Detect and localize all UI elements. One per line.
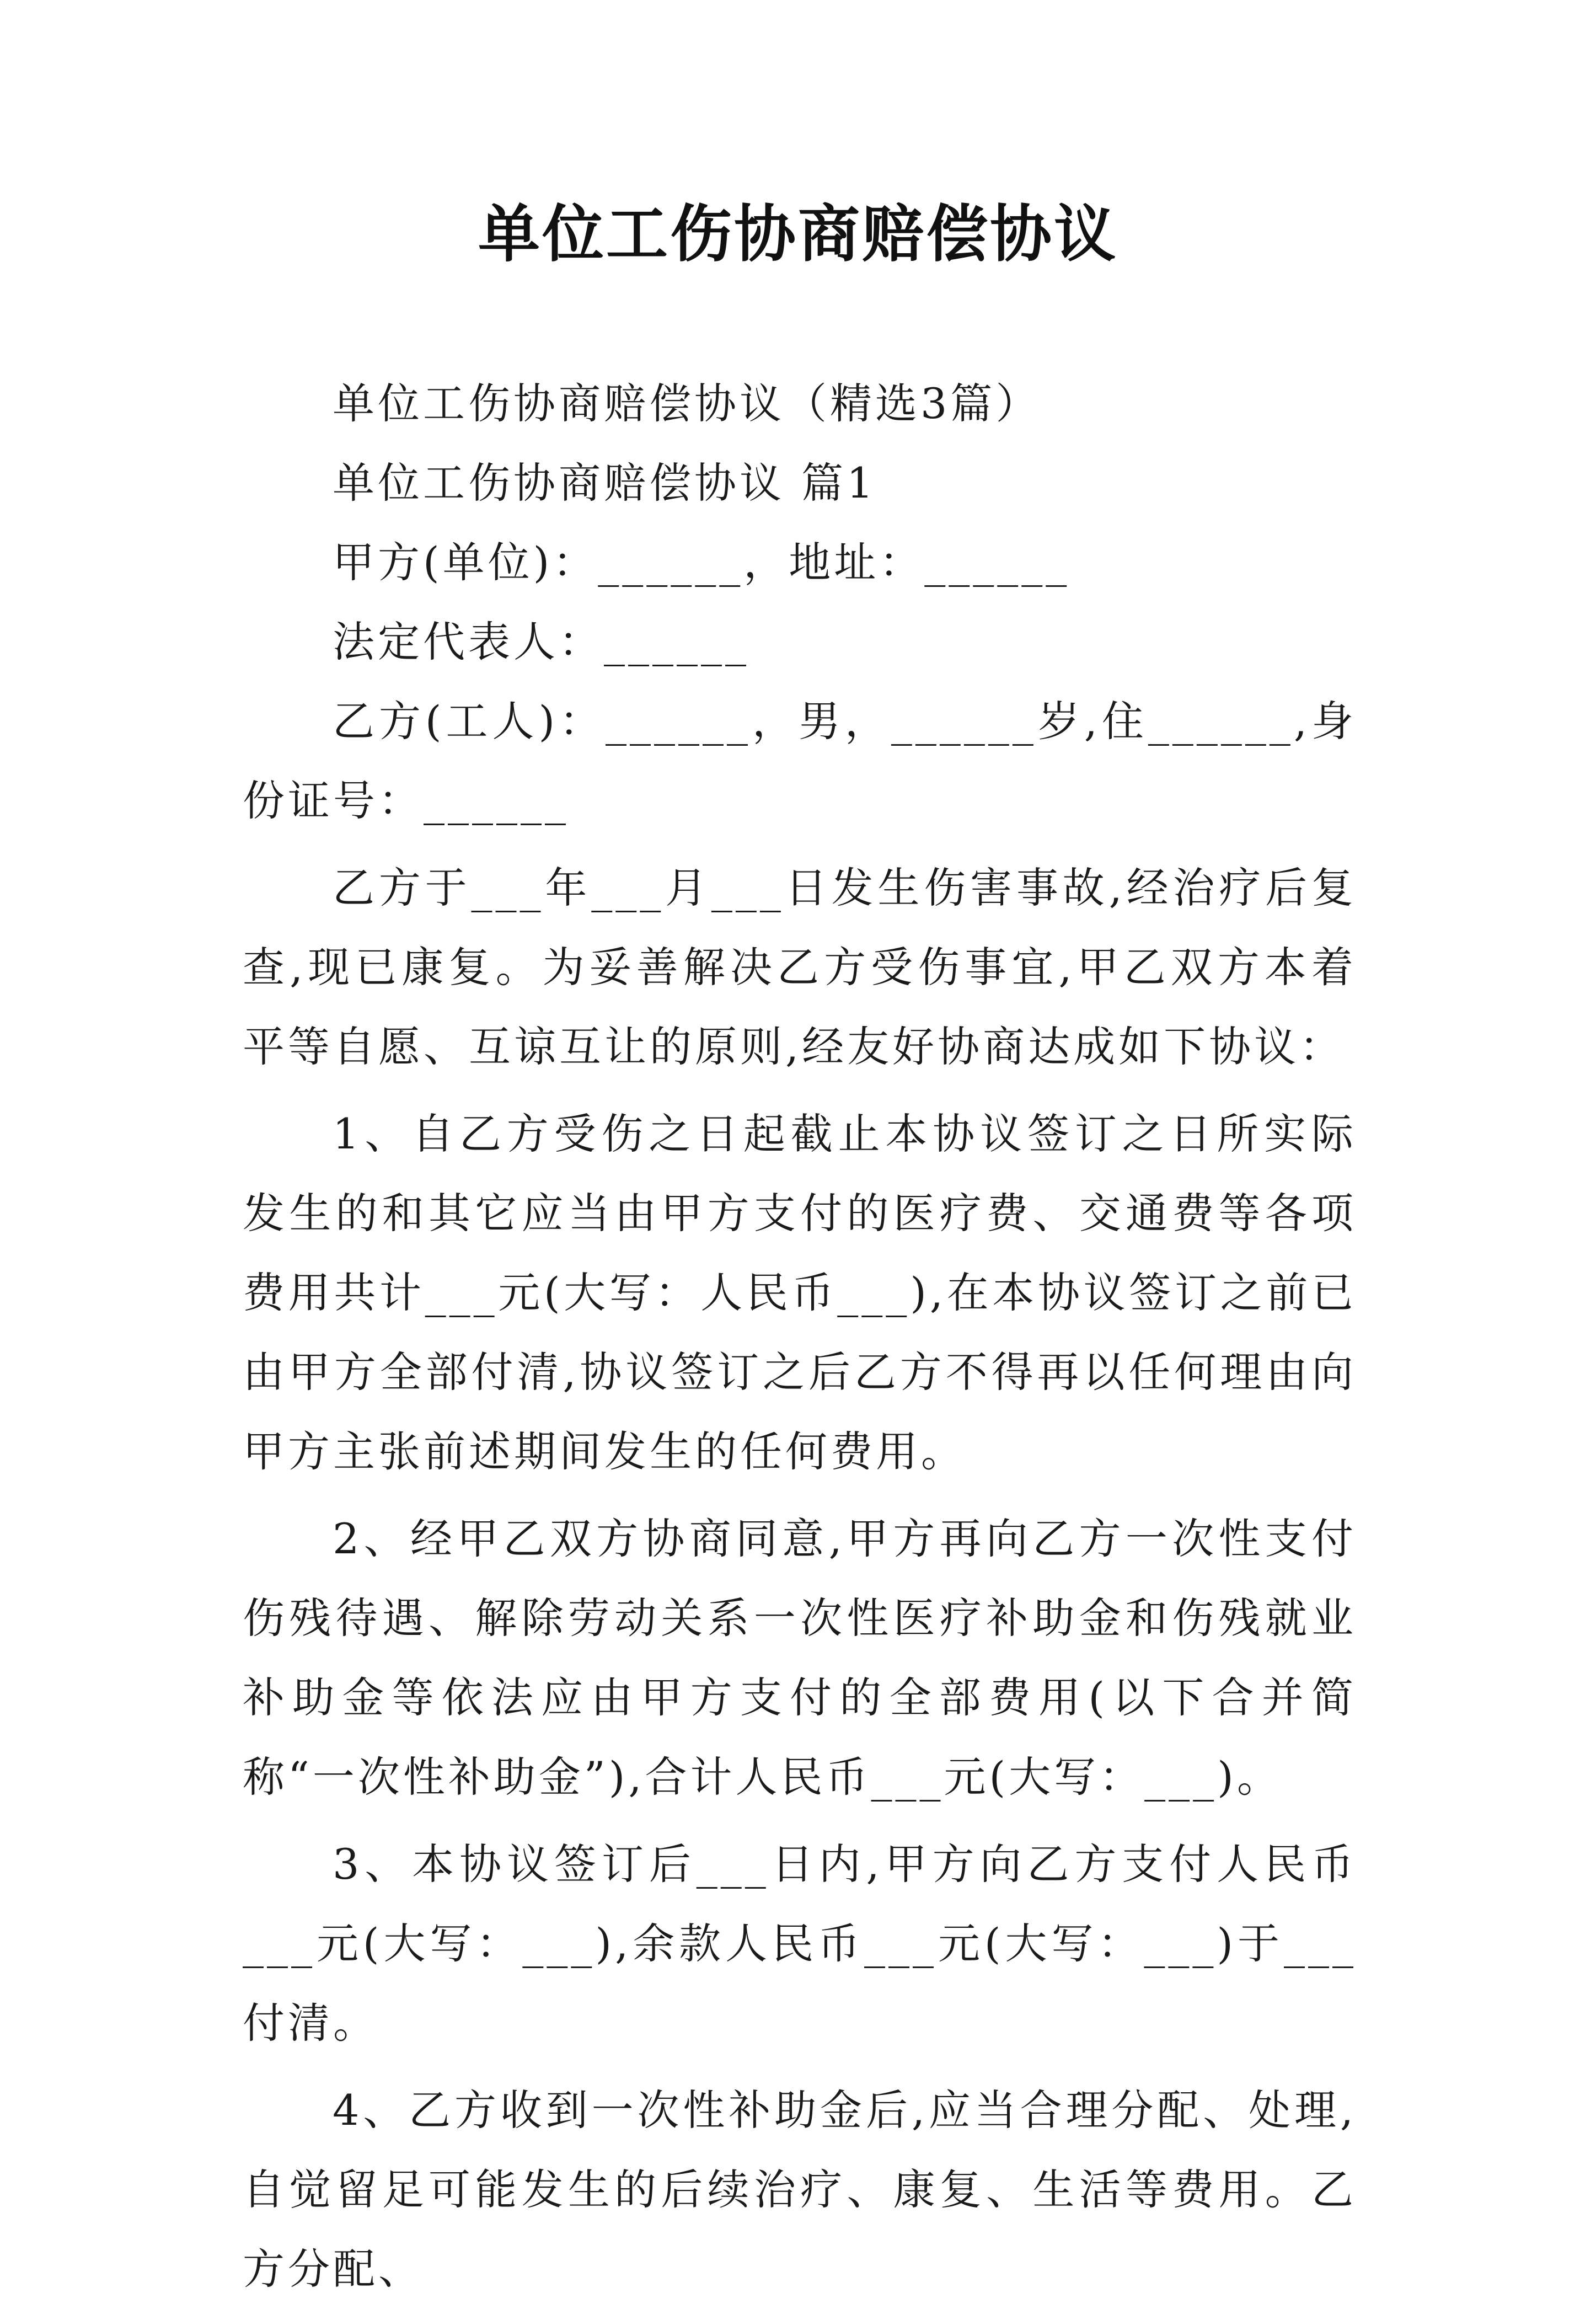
party-a-line: 甲方(单位)：______，地址：______	[333, 538, 1070, 587]
section-heading: 单位工伤协商赔偿协议 篇1	[333, 458, 877, 507]
document-body	[243, 364, 1357, 2309]
clause-3: 3、本协议签订后___日内,甲方向乙方支付人民币___元(大写：___),余款人民币___元(大写：___)于___付清。	[243, 1840, 1357, 2048]
clause-1: 1、自乙方受伤之日起截止本协议签订之日所实际发生的和其它应当由甲方支付的医疗费、交通费等各项费用共计___元(大写：人民币___),在本协议签订之前已由甲方全部付清,协议签订之后乙方不得再以任何理由向甲方主张前述期间发生的任何费用。	[243, 1109, 1357, 1476]
preamble-paragraph: 乙方于___年___月___日发生伤害事故,经治疗后复查,现已康复。为妥善解决乙方受伤事宜,甲乙双方本着平等自愿、互谅互让的原则,经友好协商达成如下协议：	[243, 863, 1357, 1071]
clause-4: 4、乙方收到一次性补助金后,应当合理分配、处理,自觉留足可能发生的后续治疗、康复、生活等费用。乙方分配、	[243, 2086, 1357, 2294]
clause-2: 2、经甲乙双方协商同意,甲方再向乙方一次性支付伤残待遇、解除劳动关系一次性医疗补助金和伤残就业补助金等依法应由甲方支付的全部费用(以下合并简称“一次性补助金”),合计人民币___元(大写：___)。	[243, 1514, 1357, 1802]
legal-representative-line: 法定代表人：______	[333, 617, 749, 666]
party-b-line: 乙方(工人)：______，男，______岁,住______,身份证号：______	[243, 697, 1357, 825]
subtitle-paragraph: 单位工伤协商赔偿协议（精选3篇）	[333, 379, 1041, 428]
document-title: 单位工伤协商赔偿协议	[478, 199, 1118, 270]
